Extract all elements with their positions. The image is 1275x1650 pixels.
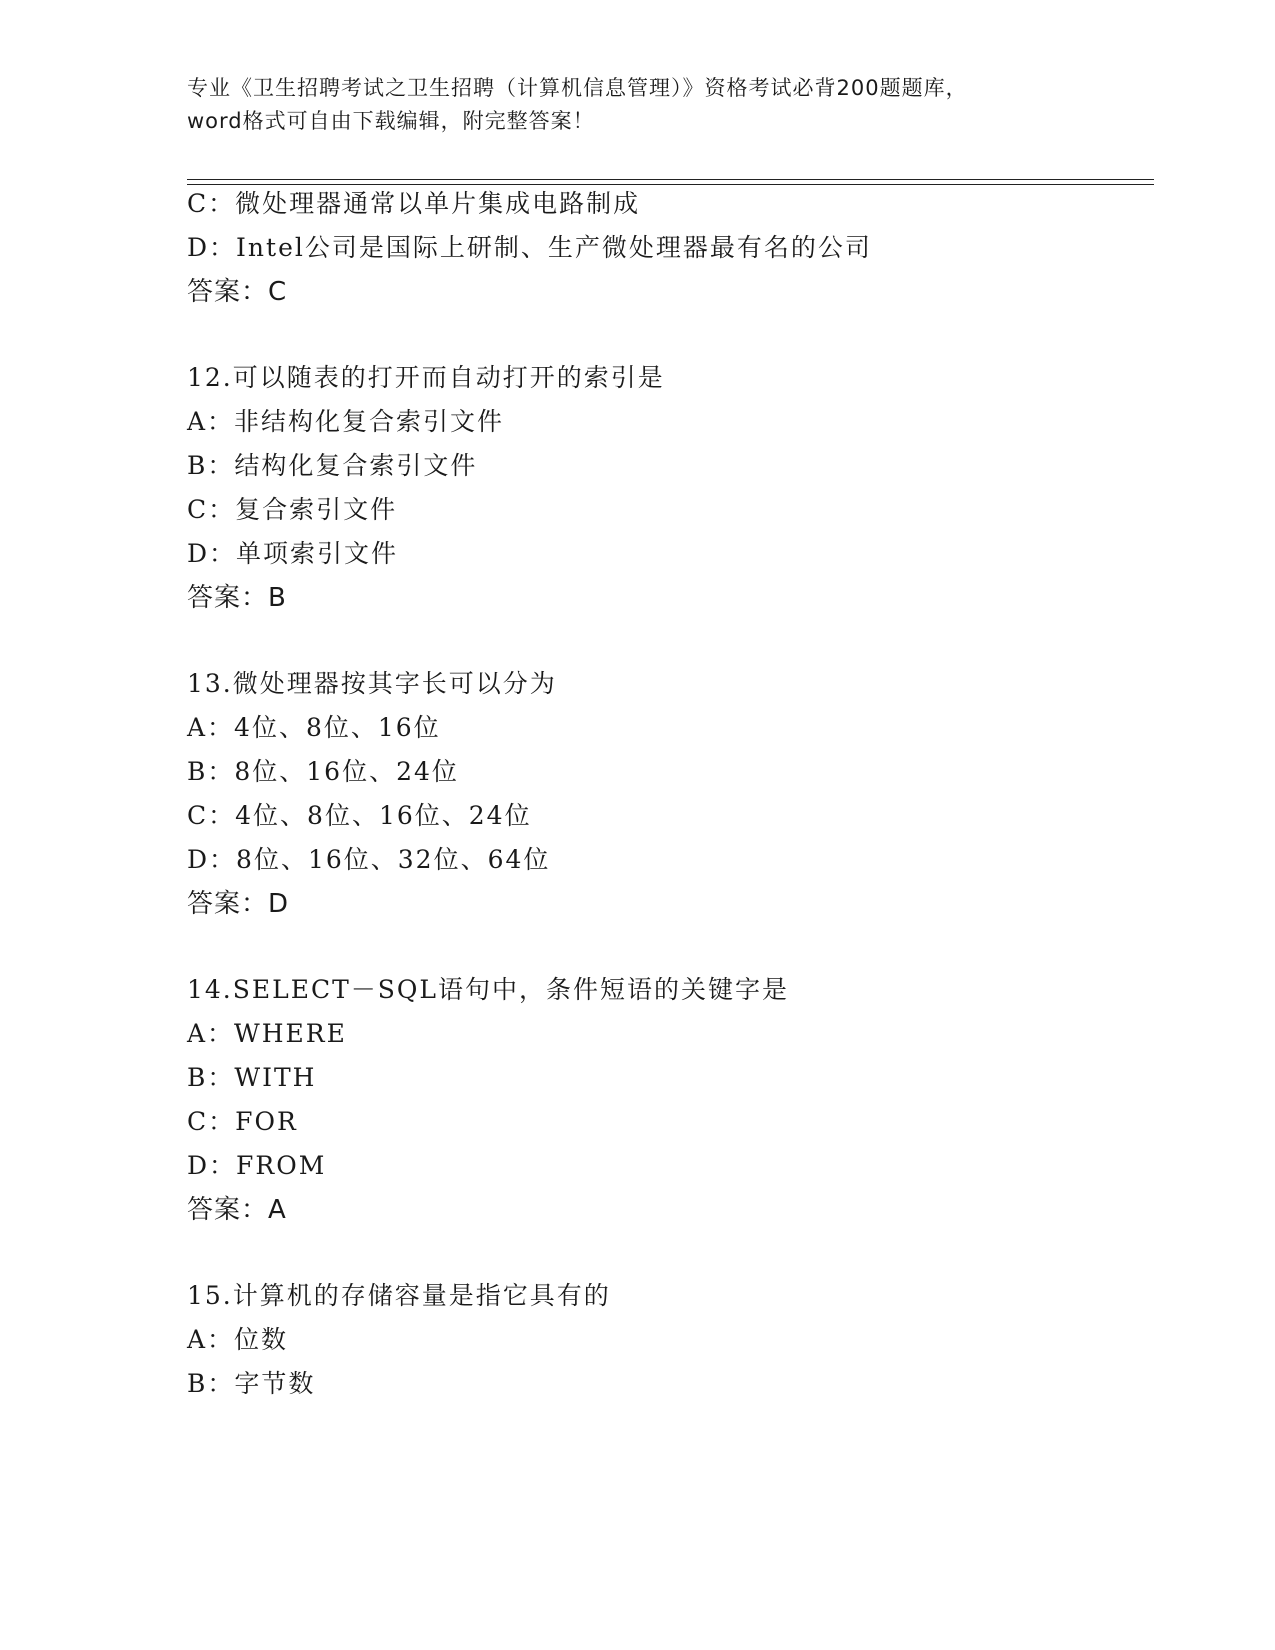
document-header (187, 72, 1087, 138)
option-a: A：非结构化复合索引文件 (187, 407, 505, 436)
question-stem: 12.可以随表的打开而自动打开的索引是 (187, 363, 665, 392)
header-line-1: 专业《卫生招聘考试之卫生招聘（计算机信息管理）》资格考试必背200题题库， (187, 76, 968, 100)
option-a: A：4位、8位、16位 (187, 713, 441, 742)
header-line-2: word格式可自由下载编辑，附完整答案！ (187, 109, 595, 133)
option-c: C：FOR (187, 1107, 298, 1136)
question-stem: 15.计算机的存储容量是指它具有的 (187, 1281, 611, 1310)
option-b: B：结构化复合索引文件 (187, 451, 478, 480)
option-d: D：单项索引文件 (187, 539, 399, 568)
option-c: C：4位、8位、16位、24位 (187, 801, 532, 830)
header-divider-top (187, 179, 1154, 180)
question-stem: 14.SELECT－SQL语句中，条件短语的关键字是 (187, 975, 790, 1004)
option-d: D：8位、16位、32位、64位 (187, 845, 551, 874)
option-c: C：复合索引文件 (187, 495, 398, 524)
option-b: B：WITH (187, 1063, 317, 1092)
answer-label: 答案：D (187, 889, 290, 919)
option-a: A：位数 (187, 1325, 289, 1354)
option-b: B：字节数 (187, 1369, 316, 1398)
option-b: B：8位、16位、24位 (187, 757, 459, 786)
option-c: C：微处理器通常以单片集成电路制成 (187, 189, 641, 218)
question-stem: 13.微处理器按其字长可以分为 (187, 669, 557, 698)
answer-label: 答案：A (187, 1195, 287, 1225)
option-a: A：WHERE (187, 1019, 347, 1048)
option-d: D：Intel公司是国际上研制、生产微处理器最有名的公司 (187, 233, 872, 262)
option-d: D：FROM (187, 1151, 327, 1180)
header-divider-bottom (187, 184, 1154, 185)
answer-label: 答案：B (187, 583, 287, 613)
answer-label: 答案：C (187, 277, 288, 307)
